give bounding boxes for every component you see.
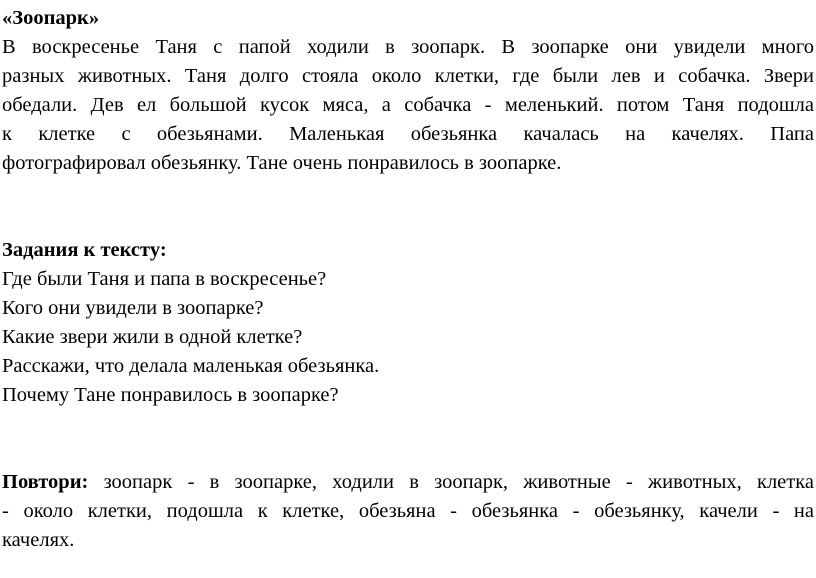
repeat-line: качелях. <box>2 529 75 551</box>
repeat-line: - около клетки, подошла к клетке, обезьяна - обезьянка - обезьянку, качели - на <box>2 500 814 522</box>
repeat-paragraph <box>2 468 814 555</box>
repeat-line <box>2 468 814 497</box>
question-item: Расскажи, что делала маленькая обезьянка. <box>2 355 380 377</box>
spacer <box>2 410 814 468</box>
story-line: фотографировал обезьянку. Тане очень понравилось в зоопарке. <box>2 152 562 174</box>
story-line: В воскресенье Таня с папой ходили в зоопарк. В зоопарке они увидели много <box>2 36 814 58</box>
story-line: обедали. Дев ел большой кусок мяса, а собачка - меленький. потом Таня подошла <box>2 94 814 116</box>
story-paragraph <box>2 33 814 178</box>
tasks-heading: Задания к тексту: <box>2 239 167 261</box>
story-line: разных животных. Таня долго стояла около клетки, где были лев и собачка. Звери <box>2 65 814 87</box>
repeat-label: Повтори: <box>2 471 89 493</box>
question-item: Где были Таня и папа в воскресенье? <box>2 268 327 290</box>
question-item: Какие звери жили в одной клетке? <box>2 326 303 348</box>
spacer <box>2 178 814 236</box>
document-title: «Зоопарк» <box>2 7 100 29</box>
question-item: Почему Тане понравилось в зоопарке? <box>2 384 339 406</box>
story-line: к клетке с обезьянами. Маленькая обезьянка качалась на качелях. Папа <box>2 123 814 145</box>
repeat-text: зоопарк - в зоопарке, ходили в зоопарк, животные - животных, клетка <box>88 471 814 493</box>
question-item: Кого они увидели в зоопарке? <box>2 297 264 319</box>
